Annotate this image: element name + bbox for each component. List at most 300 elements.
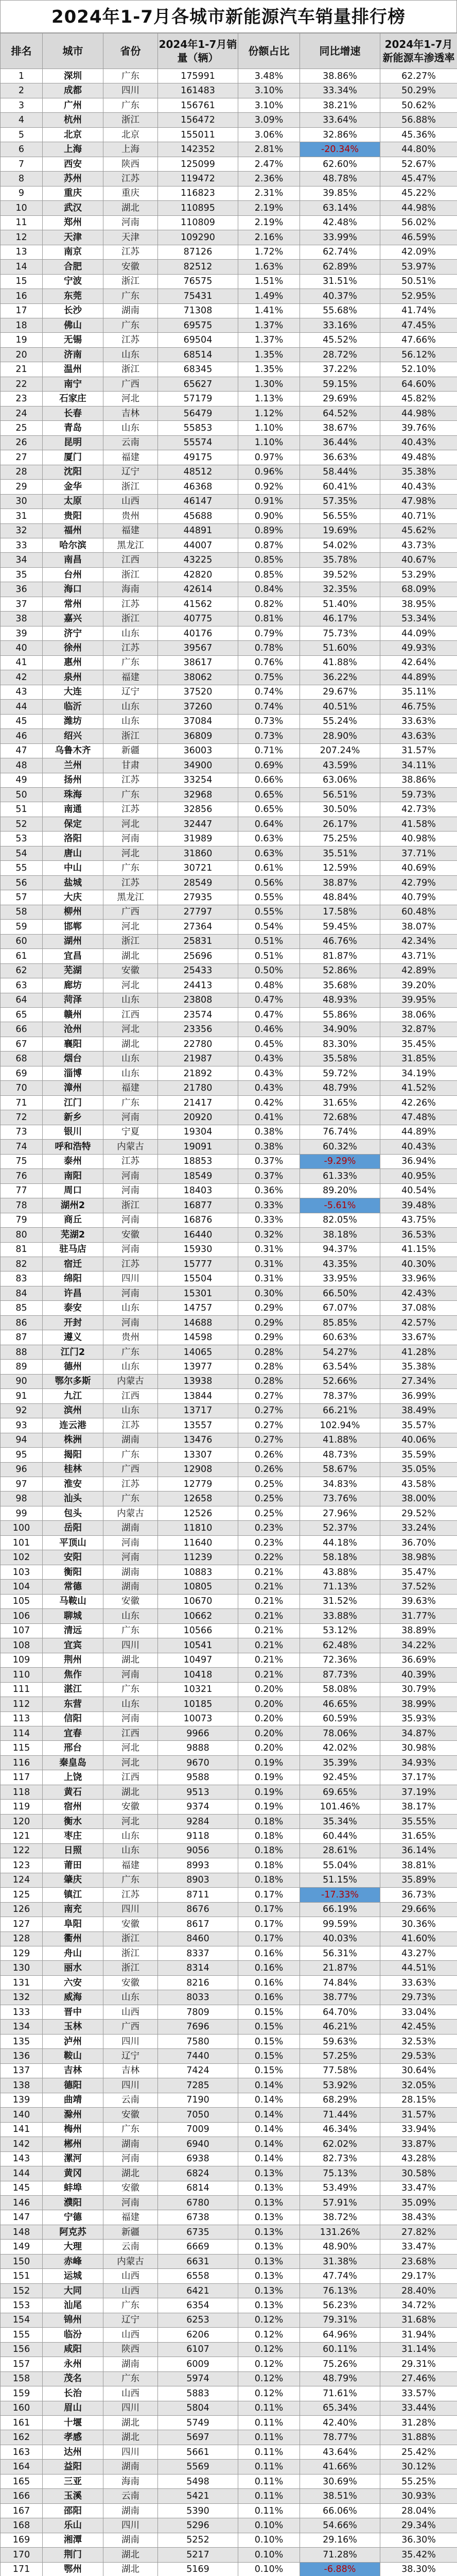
cell-city: 孝感 [43,2430,103,2445]
cell-province: 湖北 [103,2430,158,2445]
cell-yoy-growth: 62.89% [300,260,380,274]
cell-rank: 94 [1,1433,43,1447]
cell-city: 焦作 [43,1668,103,1682]
cell-share: 0.87% [238,538,300,553]
cell-yoy-growth: 40.03% [300,1931,380,1946]
cell-penetration: 27.34% [380,1374,457,1388]
table-row [1,421,457,435]
table-row [1,2328,457,2342]
cell-province: 北京 [103,127,158,142]
table-row [1,157,457,171]
cell-penetration: 42.45% [380,2020,457,2034]
cell-share: 0.13% [238,2254,300,2268]
cell-province: 山东 [103,1360,158,1374]
cell-yoy-growth: 75.73% [300,626,380,640]
cell-rank: 144 [1,2166,43,2181]
table-row [1,1110,457,1125]
table-row [1,1360,457,1374]
cell-share: 1.49% [238,289,300,303]
cell-rank: 155 [1,2328,43,2342]
cell-rank: 51 [1,802,43,817]
cell-sales: 11640 [158,1535,238,1550]
table-row [1,435,457,450]
cell-city: 湖州2 [43,1198,103,1213]
cell-rank: 4 [1,113,43,127]
cell-province: 浙江 [103,729,158,743]
cell-penetration: 40.69% [380,861,457,875]
cell-yoy-growth: 69.65% [300,1785,380,1799]
cell-share: 0.13% [238,2195,300,2210]
table-row [1,1535,457,1550]
table-row [1,2254,457,2268]
cell-city: 宁波 [43,274,103,289]
cell-rank: 110 [1,1668,43,1682]
cell-sales: 110895 [158,201,238,215]
cell-share: 0.14% [238,2151,300,2166]
cell-penetration: 34.11% [380,758,457,773]
cell-share: 0.65% [238,802,300,817]
cell-city: 大庆 [43,890,103,905]
cell-sales: 25696 [158,949,238,963]
cell-province: 辽宁 [103,465,158,479]
cell-penetration: 43.73% [380,538,457,553]
cell-sales: 9056 [158,1843,238,1858]
cell-penetration: 42.57% [380,1315,457,1330]
cell-sales: 56479 [158,406,238,420]
cell-province: 河北 [103,392,158,406]
table-row [1,1257,457,1271]
cell-penetration: 33.63% [380,1975,457,1990]
cell-share: 0.61% [238,861,300,875]
cell-penetration: 60.48% [380,905,457,919]
cell-yoy-growth: 51.15% [300,1873,380,1887]
cell-city: 濮阳 [43,2195,103,2210]
cell-sales: 14598 [158,1330,238,1345]
cell-city: 桂林 [43,1462,103,1477]
cell-city: 杭州 [43,113,103,127]
cell-sales: 5974 [158,2371,238,2386]
cell-city: 汕尾 [43,2298,103,2313]
cell-city: 曲靖 [43,2093,103,2107]
cell-penetration: 38.17% [380,1800,457,1814]
cell-city: 泉州 [43,670,103,685]
cell-city: 梅州 [43,2122,103,2137]
table-row [1,1653,457,1667]
cell-province: 安徽 [103,1917,158,1931]
cell-rank: 29 [1,480,43,494]
cell-province: 辽宁 [103,2313,158,2327]
cell-yoy-growth: 59.72% [300,1066,380,1080]
cell-sales: 13844 [158,1389,238,1403]
cell-yoy-growth: 63.06% [300,773,380,787]
cell-penetration: 40.06% [380,1433,457,1447]
cell-province: 湖北 [103,1785,158,1799]
cell-city: 福州 [43,523,103,538]
cell-city: 锦州 [43,2313,103,2327]
cell-share: 0.15% [238,2063,300,2078]
table-row [1,1580,457,1594]
cell-province: 湖北 [103,1653,158,1667]
cell-province: 浙江 [103,274,158,289]
cell-province: 湖北 [103,2548,158,2562]
cell-sales: 8337 [158,1946,238,1961]
cell-sales: 19091 [158,1140,238,1154]
cell-city: 永州 [43,2357,103,2371]
cell-province: 河南 [103,215,158,230]
cell-province: 江西 [103,1726,158,1740]
cell-province: 福建 [103,1081,158,1095]
cell-rank: 16 [1,289,43,303]
cell-city: 南通 [43,802,103,817]
cell-sales: 9670 [158,1755,238,1770]
cell-province: 辽宁 [103,2049,158,2063]
cell-penetration: 53.29% [380,567,457,582]
cell-rank: 167 [1,2503,43,2518]
cell-sales: 8711 [158,1888,238,1902]
table-row [1,1975,457,1990]
table-row [1,260,457,274]
cell-rank: 98 [1,1492,43,1506]
cell-yoy-growth: 35.78% [300,553,380,567]
cell-rank: 59 [1,920,43,934]
cell-penetration: 52.95% [380,289,457,303]
cell-province: 福建 [103,1858,158,1873]
cell-province: 河北 [103,978,158,993]
table-header-row [1,33,457,69]
cell-sales: 36809 [158,729,238,743]
cell-share: 0.97% [238,450,300,465]
cell-penetration: 30.36% [380,1917,457,1931]
cell-yoy-growth: 30.50% [300,802,380,817]
cell-share: 0.54% [238,920,300,934]
cell-rank: 133 [1,2005,43,2019]
cell-penetration: 35.05% [380,1462,457,1477]
cell-province: 江苏 [103,1477,158,1492]
cell-share: 0.15% [238,2049,300,2063]
cell-city: 黄石 [43,1785,103,1799]
cell-yoy-growth: 51.40% [300,597,380,611]
table-row [1,641,457,655]
cell-yoy-growth: 54.66% [300,2518,380,2533]
cell-yoy-growth: 52.86% [300,963,380,978]
cell-city: 厦门 [43,450,103,465]
cell-sales: 9284 [158,1814,238,1828]
cell-yoy-growth: 29.16% [300,2533,380,2547]
cell-sales: 39567 [158,641,238,655]
cell-city: 成都 [43,83,103,98]
cell-penetration: 53.97% [380,260,457,274]
table-row [1,1125,457,1139]
cell-rank: 81 [1,1242,43,1257]
cell-province: 新疆 [103,2225,158,2239]
cell-yoy-growth: 99.59% [300,1917,380,1931]
cell-penetration: 37.17% [380,1770,457,1785]
cell-rank: 55 [1,861,43,875]
cell-city: 宜昌 [43,949,103,963]
table-row [1,1741,457,1755]
cell-rank: 17 [1,303,43,318]
cell-city: 绍兴 [43,729,103,743]
cell-share: 3.09% [238,113,300,127]
cell-rank: 1 [1,69,43,83]
cell-share: 3.10% [238,83,300,98]
cell-penetration: 31.57% [380,2108,457,2122]
cell-share: 1.51% [238,274,300,289]
cell-sales: 18853 [158,1154,238,1168]
table-row [1,215,457,230]
table-row [1,172,457,186]
cell-rank: 50 [1,787,43,802]
cell-province: 陕西 [103,157,158,171]
cell-city: 运城 [43,2269,103,2283]
table-row [1,1330,457,1345]
cell-province: 黑龙江 [103,890,158,905]
cell-city: 淮安 [43,1477,103,1492]
cell-penetration: 33.47% [380,2240,457,2254]
cell-rank: 157 [1,2357,43,2371]
table-row [1,1814,457,1828]
cell-sales: 10541 [158,1638,238,1653]
cell-yoy-growth: 26.17% [300,817,380,831]
cell-sales: 6558 [158,2269,238,2283]
cell-rank: 44 [1,700,43,714]
cell-province: 河南 [103,1711,158,1726]
table-row [1,1961,457,1975]
cell-yoy-growth: 46.34% [300,2122,380,2137]
cell-province: 浙江 [103,612,158,626]
cell-province: 广东 [103,318,158,332]
cell-city: 金华 [43,480,103,494]
cell-yoy-growth: 12.59% [300,861,380,875]
cell-sales: 11810 [158,1521,238,1535]
cell-yoy-growth: 66.19% [300,1902,380,1917]
cell-province: 湖北 [103,2416,158,2430]
cell-rank: 23 [1,392,43,406]
cell-sales: 5252 [158,2533,238,2547]
table-row [1,1448,457,1462]
cell-share: 0.66% [238,773,300,787]
cell-rank: 85 [1,1301,43,1315]
cell-share: 0.12% [238,2342,300,2357]
cell-city: 吉林 [43,2063,103,2078]
table-row [1,289,457,303]
cell-city: 宁德 [43,2210,103,2225]
cell-province: 江苏 [103,1888,158,1902]
cell-province: 河北 [103,817,158,831]
cell-province: 云南 [103,2093,158,2107]
cell-share: 0.21% [238,1623,300,1638]
cell-sales: 41562 [158,597,238,611]
cell-yoy-growth: 46.65% [300,1697,380,1711]
cell-share: 0.38% [238,1140,300,1154]
cell-share: 0.11% [238,2503,300,2518]
header-province: 省份 [103,33,158,69]
cell-penetration: 43.58% [380,1477,457,1492]
table-row [1,1183,457,1198]
cell-province: 山东 [103,700,158,714]
table-row [1,1829,457,1843]
cell-city: 赣州 [43,1008,103,1022]
cell-city: 清远 [43,1623,103,1638]
cell-share: 0.25% [238,1477,300,1492]
cell-yoy-growth: 38.72% [300,2210,380,2225]
table-row [1,347,457,362]
cell-share: 0.15% [238,2020,300,2034]
cell-rank: 69 [1,1066,43,1080]
cell-yoy-growth: 38.21% [300,98,380,112]
cell-penetration: 36.99% [380,1389,457,1403]
header-sales: 2024年1-7月销量（辆） [158,33,238,69]
cell-yoy-growth: 81.87% [300,949,380,963]
cell-yoy-growth: 29.69% [300,392,380,406]
cell-sales: 6421 [158,2283,238,2298]
table-row [1,1888,457,1902]
cell-rank: 113 [1,1711,43,1726]
cell-share: 3.48% [238,69,300,83]
cell-sales: 10805 [158,1580,238,1594]
cell-penetration: 33.47% [380,2181,457,2195]
cell-share: 0.73% [238,714,300,728]
cell-city: 济宁 [43,626,103,640]
cell-yoy-growth: 71.44% [300,2108,380,2122]
cell-share: 0.25% [238,1506,300,1520]
cell-share: 0.47% [238,1008,300,1022]
cell-yoy-growth: 55.86% [300,1008,380,1022]
cell-penetration: 34.93% [380,1755,457,1770]
cell-rank: 165 [1,2474,43,2488]
cell-share: 0.21% [238,1609,300,1623]
cell-penetration: 44.80% [380,142,457,157]
cell-rank: 86 [1,1315,43,1330]
table-row [1,2298,457,2313]
table-row [1,2049,457,2063]
cell-penetration: 38.99% [380,1697,457,1711]
cell-city: 南充 [43,1902,103,1917]
header-share: 份额占比 [238,33,300,69]
cell-city: 宿迁 [43,1257,103,1271]
cell-rank: 34 [1,553,43,567]
cell-yoy-growth: 55.04% [300,1858,380,1873]
cell-sales: 38062 [158,670,238,685]
cell-province: 陕西 [103,2342,158,2357]
cell-rank: 146 [1,2195,43,2210]
table-row [1,597,457,611]
cell-share: 0.23% [238,1535,300,1550]
table-row [1,2342,457,2357]
cell-penetration: 35.93% [380,1711,457,1726]
table-row [1,2093,457,2107]
cell-province: 四川 [103,83,158,98]
cell-province: 山东 [103,1052,158,1066]
cell-sales: 15504 [158,1272,238,1286]
cell-sales: 9118 [158,1829,238,1843]
cell-city: 郑州 [43,215,103,230]
table-row [1,362,457,377]
cell-yoy-growth: -20.34% [300,142,380,157]
cell-city: 江门 [43,1095,103,1110]
cell-rank: 123 [1,1858,43,1873]
cell-share: 0.27% [238,1403,300,1418]
cell-sales: 13557 [158,1418,238,1433]
cell-province: 四川 [103,1902,158,1917]
cell-city: 益阳 [43,2460,103,2474]
cell-yoy-growth: 78.77% [300,2430,380,2445]
cell-share: 0.16% [238,1946,300,1961]
cell-city: 舟山 [43,1946,103,1961]
cell-province: 广东 [103,1682,158,1697]
cell-rank: 119 [1,1800,43,1814]
table-row [1,1800,457,1814]
cell-sales: 5749 [158,2416,238,2430]
cell-sales: 37084 [158,714,238,728]
cell-rank: 26 [1,435,43,450]
cell-rank: 67 [1,1037,43,1051]
table-row [1,1858,457,1873]
table-row [1,1623,457,1638]
cell-city: 马鞍山 [43,1594,103,1608]
cell-share: 0.28% [238,1360,300,1374]
cell-province: 河南 [103,1535,158,1550]
cell-province: 河南 [103,1286,158,1300]
cell-sales: 5569 [158,2460,238,2474]
cell-city: 漳州 [43,1081,103,1095]
cell-sales: 156761 [158,98,238,112]
cell-province: 江苏 [103,641,158,655]
cell-sales: 142352 [158,142,238,157]
cell-province: 浙江 [103,1946,158,1961]
cell-rank: 5 [1,127,43,142]
cell-sales: 5697 [158,2430,238,2445]
table-row [1,69,457,83]
table-row [1,1066,457,1080]
cell-share: 0.21% [238,1580,300,1594]
table-row [1,670,457,685]
cell-rank: 138 [1,2078,43,2093]
cell-yoy-growth: 75.13% [300,2166,380,2181]
cell-sales: 6253 [158,2313,238,2327]
cell-rank: 92 [1,1403,43,1418]
table-row [1,333,457,347]
cell-sales: 8314 [158,1961,238,1975]
cell-share: 0.51% [238,949,300,963]
cell-share: 0.11% [238,2474,300,2488]
cell-penetration: 33.24% [380,1521,457,1535]
cell-province: 内蒙古 [103,2254,158,2268]
cell-city: 唐山 [43,846,103,860]
cell-city: 菏泽 [43,993,103,1007]
cell-rank: 25 [1,421,43,435]
cell-sales: 15930 [158,1242,238,1257]
cell-rank: 116 [1,1755,43,1770]
cell-province: 江西 [103,553,158,567]
cell-share: 0.28% [238,1345,300,1359]
table-row [1,2005,457,2019]
cell-share: 0.13% [238,2240,300,2254]
cell-province: 辽宁 [103,685,158,699]
cell-province: 山西 [103,2005,158,2019]
cell-city: 沧州 [43,1022,103,1037]
table-row [1,949,457,963]
cell-yoy-growth: 79.31% [300,2313,380,2327]
table-row [1,2137,457,2151]
cell-rank: 117 [1,1770,43,1785]
cell-city: 临沂 [43,700,103,714]
cell-sales: 57179 [158,392,238,406]
cell-rank: 130 [1,1961,43,1975]
table-row [1,186,457,200]
cell-penetration: 40.43% [380,1140,457,1154]
cell-yoy-growth: -6.88% [300,2562,380,2576]
